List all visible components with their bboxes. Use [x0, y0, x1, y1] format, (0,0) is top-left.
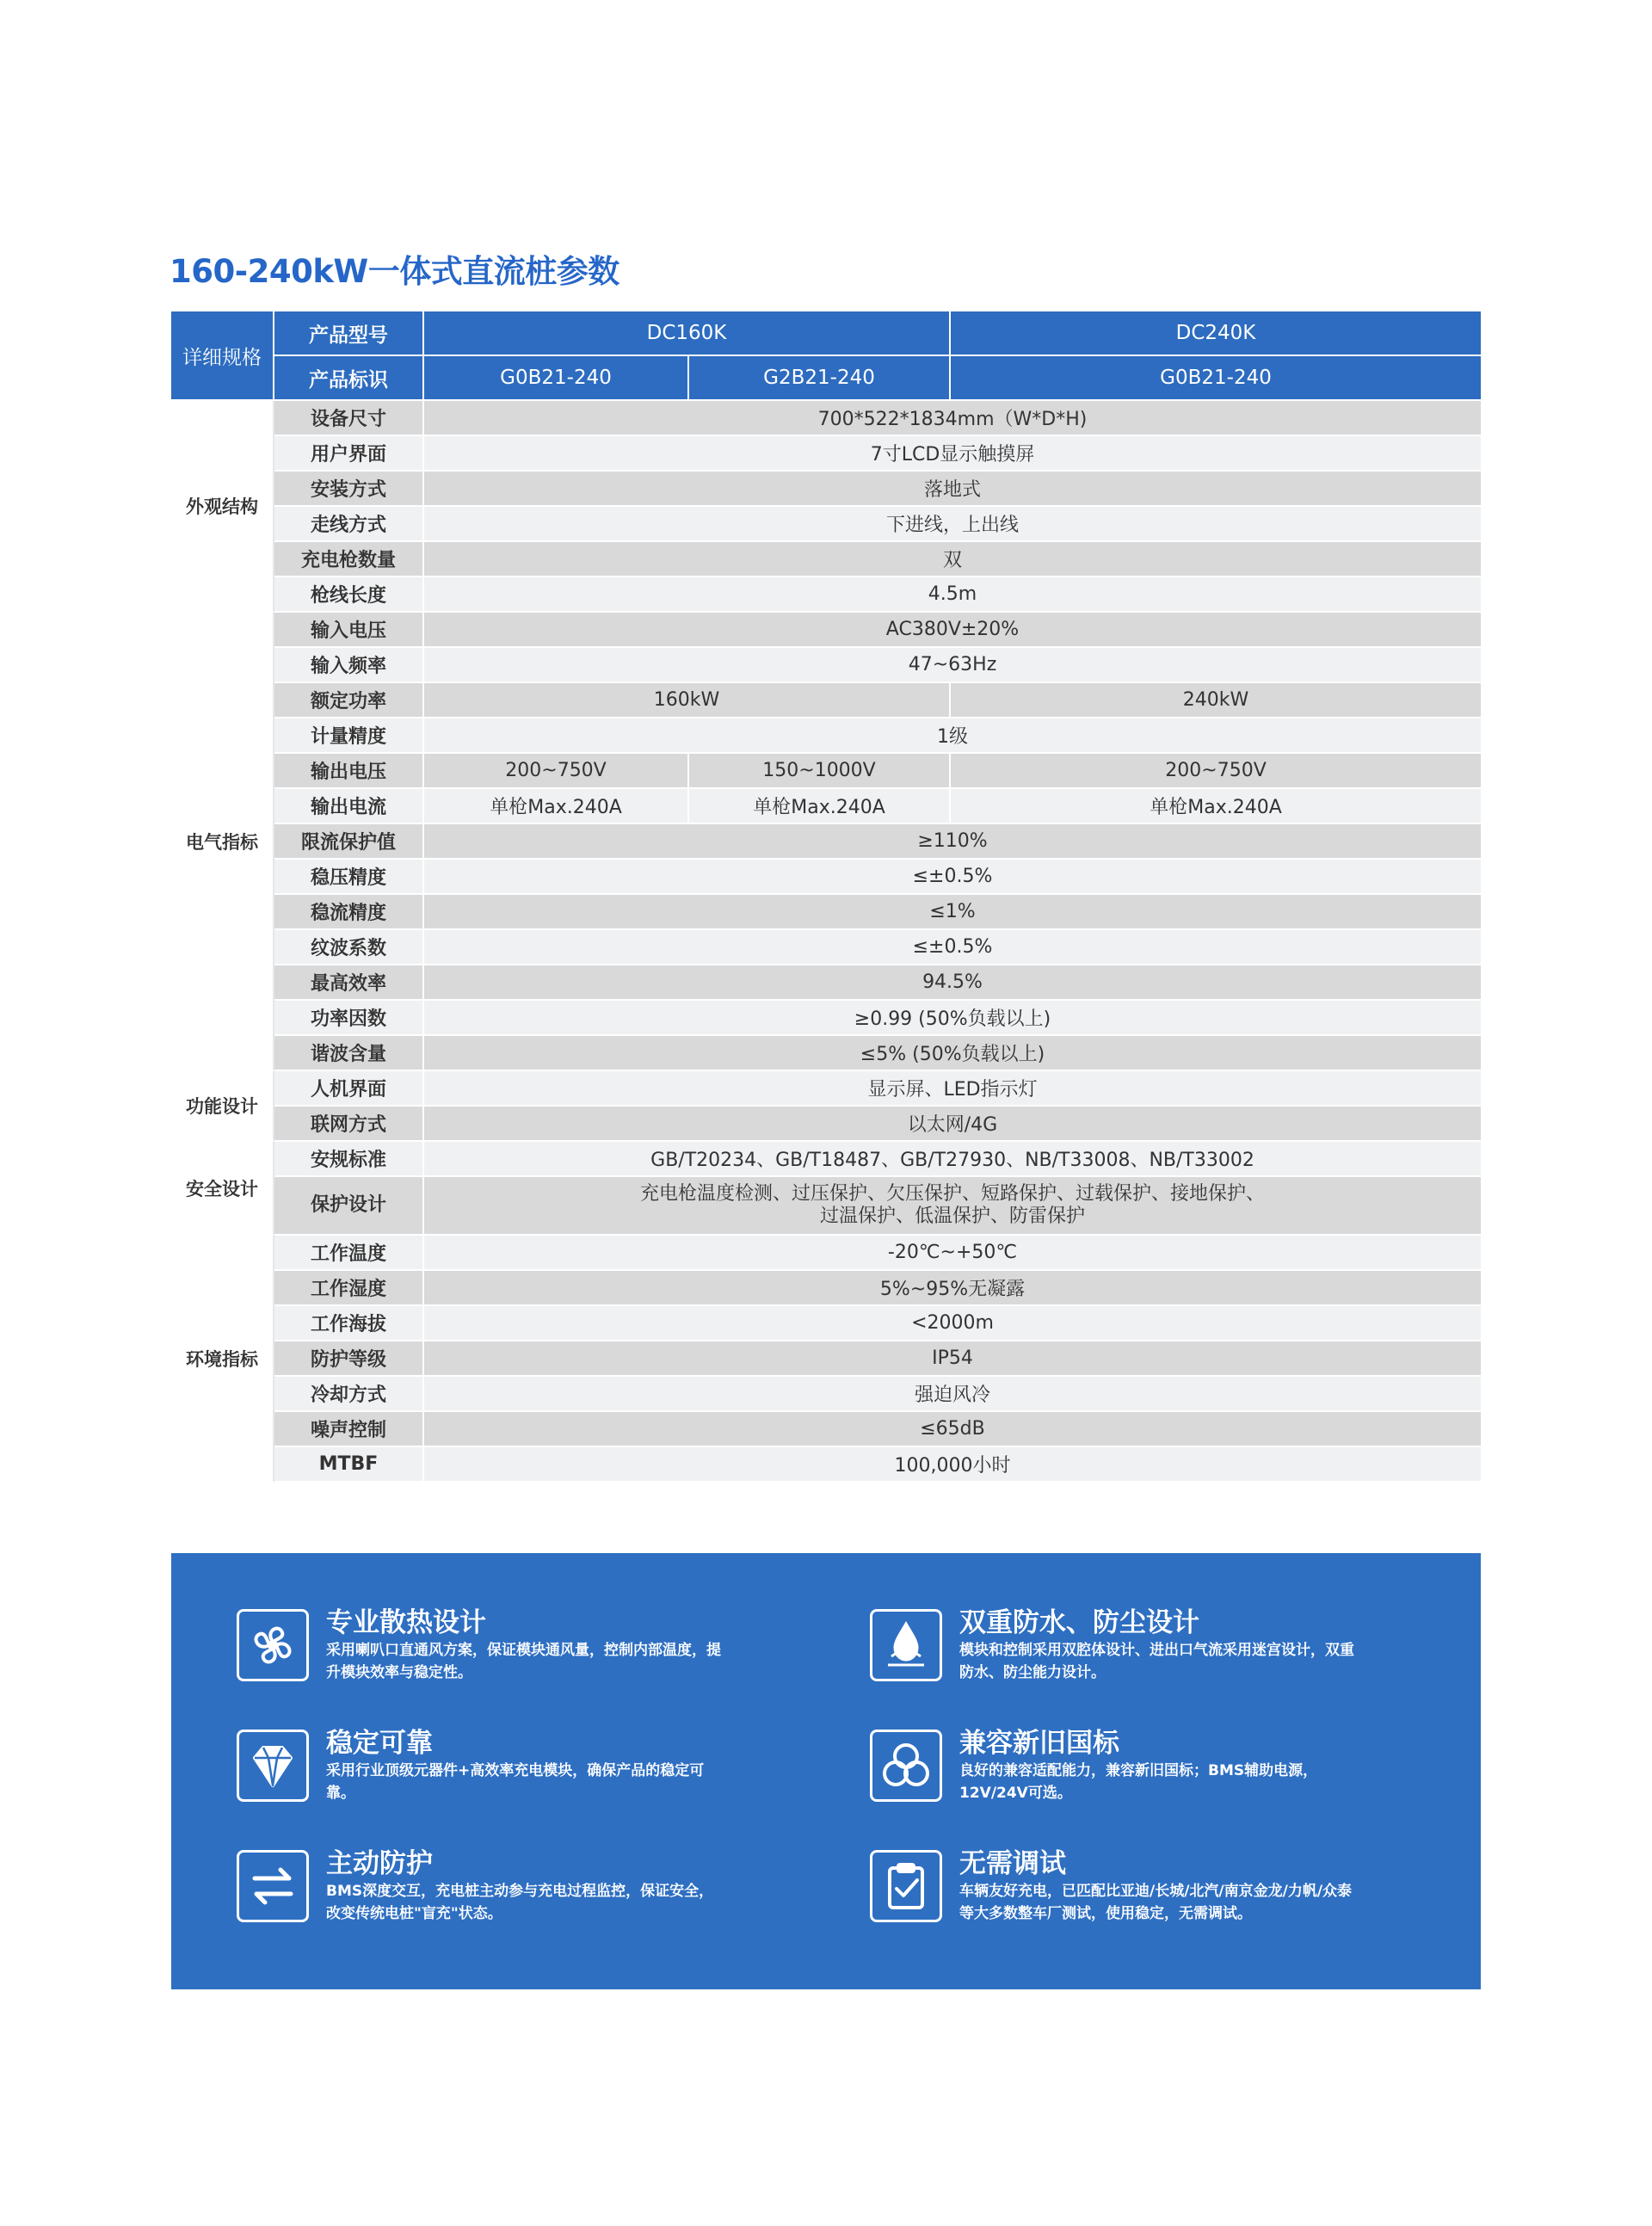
spec-row: [171, 1306, 1481, 1341]
spec-row: [171, 1142, 1481, 1177]
value-cell: -20℃~+50℃: [424, 1236, 1481, 1271]
feature-description: 车辆友好充电，已匹配比亚迪/长城/北汽/南京金龙/力帆/众泰等大多数整车厂测试，使用稳定，无需调试。: [959, 1883, 1353, 1922]
value-cell: 1级: [424, 718, 1481, 754]
spec-row: [171, 754, 1481, 789]
row-label: 额定功率: [274, 683, 424, 718]
value-cell: 200~750V: [424, 754, 689, 789]
category-cell: 外观结构: [171, 401, 274, 613]
value-cell: ≤1%: [424, 895, 1481, 930]
value-cell: ≤±0.5%: [424, 930, 1481, 965]
spec-row: [171, 1071, 1481, 1107]
row-label: 充电枪数量: [274, 542, 424, 577]
clipboard-check-icon: [870, 1850, 942, 1922]
row-label: 产品标识: [274, 356, 424, 401]
row-label: 产品型号: [274, 311, 424, 356]
feature-item: [237, 1721, 787, 1816]
feature-title: 专业散热设计: [326, 1607, 486, 1638]
value-cell: 94.5%: [424, 965, 1481, 1001]
row-label: 输出电流: [274, 789, 424, 824]
value-cell: 单枪Max.240A: [689, 789, 951, 824]
row-label: 稳压精度: [274, 860, 424, 895]
value-line: 过温保护、低温保护、防雷保护: [820, 1205, 1086, 1227]
value-cell: 强迫风冷: [424, 1377, 1481, 1412]
value-cell: ≤5% (50%负载以上): [424, 1036, 1481, 1071]
rings-icon: [870, 1730, 942, 1802]
category-cell: 功能设计: [171, 1071, 274, 1142]
spec-row: [171, 965, 1481, 1001]
spec-row: [171, 718, 1481, 754]
row-label: 计量精度: [274, 718, 424, 754]
category-cell: 详细规格: [171, 311, 274, 401]
value-cell: 700*522*1834mm（W*D*H): [424, 401, 1481, 436]
row-label: 输入频率: [274, 648, 424, 683]
feature-item: [237, 1841, 787, 1936]
id-cell: G0B21-240: [424, 356, 689, 401]
value-cell: 200~750V: [951, 754, 1481, 789]
value-line: 充电枪温度检测、过压保护、欠压保护、短路保护、过载保护、接地保护、: [640, 1183, 1266, 1205]
id-cell: G0B21-240: [951, 356, 1481, 401]
value-cell: 4.5m: [424, 577, 1481, 613]
feature-title: 稳定可靠: [326, 1728, 433, 1759]
category-cell: 电气指标: [171, 613, 274, 1071]
row-label: 限流保护值: [274, 824, 424, 860]
spec-row: [171, 1412, 1481, 1447]
value-cell: ≥0.99 (50%负载以上): [424, 1001, 1481, 1036]
value-cell: ≤65dB: [424, 1412, 1481, 1447]
row-label: 纹波系数: [274, 930, 424, 965]
spec-row: [171, 1236, 1481, 1271]
row-label: 联网方式: [274, 1107, 424, 1142]
model-dc160k: DC160K: [424, 311, 951, 356]
value-cell: ≥110%: [424, 824, 1481, 860]
feature-title: 无需调试: [959, 1848, 1066, 1879]
value-cell: IP54: [424, 1341, 1481, 1377]
id-cell: G2B21-240: [689, 356, 951, 401]
feature-description: 模块和控制采用双腔体设计、进出口气流采用迷宫设计，双重防水、防尘能力设计。: [959, 1642, 1354, 1681]
page-title: 160-240kW一体式直流桩参数: [170, 253, 620, 290]
spec-row: [171, 789, 1481, 824]
feature-item: [870, 1600, 1421, 1695]
spec-row: [171, 1271, 1481, 1306]
spec-row: [171, 401, 1481, 436]
feature-description: 采用喇叭口直通风方案，保证模块通风量，控制内部温度，提升模块效率与稳定性。: [326, 1642, 721, 1681]
value-cell: 单枪Max.240A: [424, 789, 689, 824]
spec-row: [171, 895, 1481, 930]
value-cell: 显示屏、LED指示灯: [424, 1071, 1481, 1107]
spec-row: [171, 1107, 1481, 1142]
exchange-arrows-icon: [237, 1850, 309, 1922]
row-label: 冷却方式: [274, 1377, 424, 1412]
row-label: 功率因数: [274, 1001, 424, 1036]
feature-item: [870, 1721, 1421, 1816]
value-cell: AC380V±20%: [424, 613, 1481, 648]
category-cell: 安全设计: [171, 1142, 274, 1236]
row-label: 枪线长度: [274, 577, 424, 613]
spec-row: [171, 1001, 1481, 1036]
row-label: 工作温度: [274, 1236, 424, 1271]
spec-row: [171, 930, 1481, 965]
spec-row: [171, 683, 1481, 718]
value-cell: 5%~95%无凝露: [424, 1271, 1481, 1306]
spec-row: [171, 613, 1481, 648]
row-label: 谐波含量: [274, 1036, 424, 1071]
row-label: 工作湿度: [274, 1271, 424, 1306]
spec-row: [171, 1177, 1481, 1236]
row-label: 工作海拔: [274, 1306, 424, 1341]
row-label: 稳流精度: [274, 895, 424, 930]
spec-row: [171, 1447, 1481, 1483]
row-label: 噪声控制: [274, 1412, 424, 1447]
spec-row: [171, 824, 1481, 860]
value-cell: 双: [424, 542, 1481, 577]
spec-table: [171, 311, 1481, 1483]
value-cell: 47~63Hz: [424, 648, 1481, 683]
row-label: 用户界面: [274, 436, 424, 472]
spec-row: [171, 577, 1481, 613]
value-cell: 160kW: [424, 683, 951, 718]
value-cell: 落地式: [424, 472, 1481, 507]
diamond-icon: [237, 1730, 309, 1802]
category-cell: 环境指标: [171, 1236, 274, 1483]
spec-row: [171, 860, 1481, 895]
value-cell: [424, 1177, 1481, 1236]
row-label: 安规标准: [274, 1142, 424, 1177]
value-cell: 240kW: [951, 683, 1481, 718]
row-label: 防护等级: [274, 1341, 424, 1377]
value-cell: <2000m: [424, 1306, 1481, 1341]
value-cell: GB/T20234、GB/T18487、GB/T27930、NB/T33008、NB/T33002: [424, 1142, 1481, 1177]
spec-row: [171, 1377, 1481, 1412]
row-label: 走线方式: [274, 507, 424, 542]
spec-row: [171, 1341, 1481, 1377]
row-label: 人机界面: [274, 1071, 424, 1107]
spec-row: [171, 507, 1481, 542]
spec-row: [171, 542, 1481, 577]
spec-row: [171, 472, 1481, 507]
value-cell: 以太网/4G: [424, 1107, 1481, 1142]
feature-item: [237, 1600, 787, 1695]
row-label: MTBF: [274, 1447, 424, 1483]
value-cell: ≤±0.5%: [424, 860, 1481, 895]
row-label: 最高效率: [274, 965, 424, 1001]
row-label: 输出电压: [274, 754, 424, 789]
fan-icon: [237, 1609, 309, 1681]
feature-title: 主动防护: [326, 1848, 433, 1879]
row-label: 保护设计: [274, 1177, 424, 1236]
value-cell: 单枪Max.240A: [951, 789, 1481, 824]
feature-title: 兼容新旧国标: [959, 1728, 1119, 1759]
spec-row: [171, 648, 1481, 683]
spec-row: [171, 1036, 1481, 1071]
feature-description: 良好的兼容适配能力，兼容新旧国标；BMS辅助电源，12V/24V可选。: [959, 1762, 1318, 1802]
feature-description: 采用行业顶级元器件+高效率充电模块，确保产品的稳定可靠。: [326, 1762, 705, 1802]
value-cell: 下进线，上出线: [424, 507, 1481, 542]
spec-row: [171, 436, 1481, 472]
header-row-model: [171, 311, 1481, 356]
feature-title: 双重防水、防尘设计: [959, 1607, 1199, 1638]
row-label: 安装方式: [274, 472, 424, 507]
water-drop-icon: [870, 1609, 942, 1681]
header-row-id: [171, 356, 1481, 401]
row-label: 输入电压: [274, 613, 424, 648]
value-cell: 100,000小时: [424, 1447, 1481, 1483]
feature-item: [870, 1841, 1421, 1936]
feature-description: BMS深度交互，充电桩主动参与充电过程监控，保证安全，改变传统电桩"盲充"状态。: [326, 1883, 714, 1922]
features-panel: [171, 1553, 1481, 1989]
row-label: 设备尺寸: [274, 401, 424, 436]
value-cell: 7寸LCD显示触摸屏: [424, 436, 1481, 472]
model-dc240k: DC240K: [951, 311, 1481, 356]
value-cell: 150~1000V: [689, 754, 951, 789]
